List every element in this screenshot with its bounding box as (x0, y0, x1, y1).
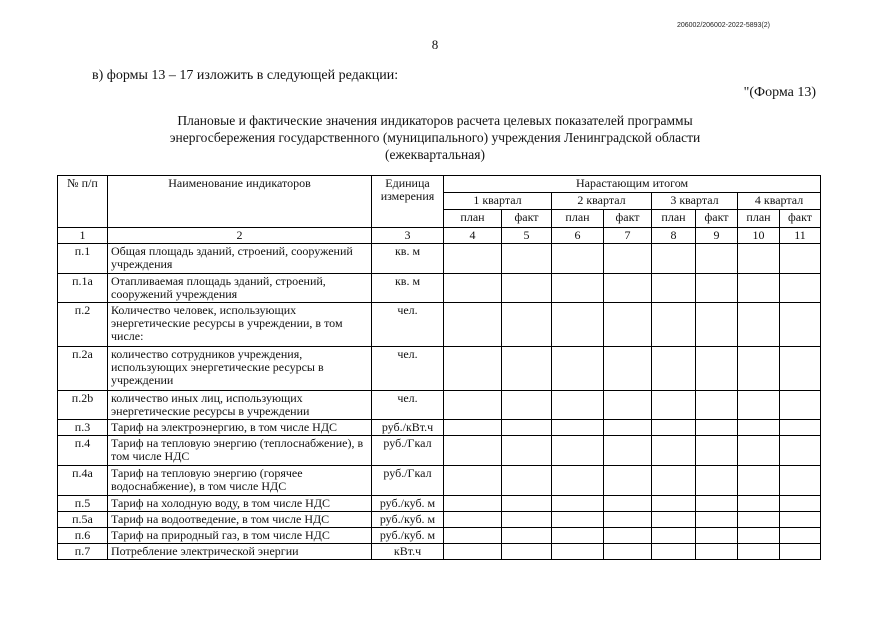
fact-cell (502, 347, 552, 391)
col-number: 5 (502, 228, 552, 244)
indicator-name: Тариф на тепловую энергию (горячее водоснабжение), в том числе НДС (108, 466, 372, 496)
plan-cell (738, 303, 780, 347)
unit-cell: чел. (372, 391, 444, 420)
col-number: 1 (58, 228, 108, 244)
header-quarter-3: 3 квартал (652, 193, 738, 210)
intro-text: в) формы 13 – 17 изложить в следующей редакции: (92, 68, 399, 83)
fact-cell (696, 496, 738, 512)
document-title (0, 112, 870, 163)
row-number: п.5 (58, 496, 108, 512)
unit-cell: кВт.ч (372, 544, 444, 560)
fact-cell (604, 436, 652, 466)
fact-cell (780, 244, 821, 274)
row-number: п.2 (58, 303, 108, 347)
header-quarter-2: 2 квартал (552, 193, 652, 210)
table-row (58, 303, 821, 347)
row-number: п.1 (58, 244, 108, 274)
fact-cell (604, 274, 652, 303)
fact-cell (780, 303, 821, 347)
header-plan: план (652, 210, 696, 228)
plan-cell (444, 466, 502, 496)
plan-cell (652, 544, 696, 560)
title-line: энергосбережения государственного (муниципального) учреждения Ленинградской области (169, 130, 701, 145)
fact-cell (502, 436, 552, 466)
fact-cell (696, 244, 738, 274)
fact-cell (780, 436, 821, 466)
fact-cell (604, 391, 652, 420)
header-fact: факт (780, 210, 821, 228)
row-number: п.3 (58, 420, 108, 436)
plan-cell (738, 274, 780, 303)
col-number: 9 (696, 228, 738, 244)
table-row (58, 466, 821, 496)
plan-cell (652, 512, 696, 528)
indicator-name: количество иных лиц, использующих энергетические ресурсы в учреждении (108, 391, 372, 420)
col-number: 8 (652, 228, 696, 244)
plan-cell (652, 347, 696, 391)
table-row (58, 347, 821, 391)
fact-cell (780, 512, 821, 528)
fact-cell (502, 544, 552, 560)
fact-cell (604, 544, 652, 560)
fact-cell (502, 528, 552, 544)
row-number: п.4 (58, 436, 108, 466)
document-number: 206002/206002-2022-5893(2) (676, 22, 770, 29)
fact-cell (696, 274, 738, 303)
fact-cell (780, 528, 821, 544)
plan-cell (652, 528, 696, 544)
plan-cell (552, 544, 604, 560)
fact-cell (696, 528, 738, 544)
plan-cell (444, 274, 502, 303)
header-name: Наименование индикаторов (108, 176, 372, 228)
plan-cell (652, 436, 696, 466)
page-number: 8 (431, 37, 439, 52)
fact-cell (780, 347, 821, 391)
plan-cell (738, 512, 780, 528)
indicator-name: Тариф на природный газ, в том числе НДС (108, 528, 372, 544)
row-number: п.2а (58, 347, 108, 391)
unit-cell: кв. м (372, 244, 444, 274)
unit-cell: чел. (372, 347, 444, 391)
plan-cell (552, 303, 604, 347)
table-row (58, 420, 821, 436)
indicator-name: Количество человек, использующих энергетические ресурсы в учреждении, в том числе: (108, 303, 372, 347)
plan-cell (738, 420, 780, 436)
indicators-table (57, 175, 821, 560)
table-row (58, 274, 821, 303)
header-unit: Единица измерения (372, 176, 444, 228)
header-plan: план (552, 210, 604, 228)
col-number: 7 (604, 228, 652, 244)
header-num: № п/п (58, 176, 108, 228)
row-number: п.2b (58, 391, 108, 420)
plan-cell (444, 436, 502, 466)
indicator-name: Тариф на электроэнергию, в том числе НДС (108, 420, 372, 436)
table-row (58, 244, 821, 274)
plan-cell (444, 420, 502, 436)
col-number: 3 (372, 228, 444, 244)
plan-cell (444, 244, 502, 274)
plan-cell (444, 347, 502, 391)
table-row (58, 528, 821, 544)
fact-cell (696, 347, 738, 391)
header-fact: факт (502, 210, 552, 228)
table-row (58, 544, 821, 560)
header-plan: план (444, 210, 502, 228)
fact-cell (696, 544, 738, 560)
plan-cell (552, 436, 604, 466)
plan-cell (552, 466, 604, 496)
plan-cell (652, 274, 696, 303)
fact-cell (780, 544, 821, 560)
col-number: 11 (780, 228, 821, 244)
header-plan: план (738, 210, 780, 228)
unit-cell: чел. (372, 303, 444, 347)
header-fact: факт (696, 210, 738, 228)
row-number: п.5а (58, 512, 108, 528)
unit-cell: руб./куб. м (372, 528, 444, 544)
fact-cell (604, 347, 652, 391)
title-line: (ежеквартальная) (385, 147, 485, 162)
plan-cell (444, 512, 502, 528)
plan-cell (738, 347, 780, 391)
plan-cell (652, 244, 696, 274)
plan-cell (652, 420, 696, 436)
fact-cell (502, 512, 552, 528)
plan-cell (552, 244, 604, 274)
unit-cell: руб./Гкал (372, 436, 444, 466)
indicator-name: Тариф на тепловую энергию (теплоснабжение), в том числе НДС (108, 436, 372, 466)
fact-cell (604, 303, 652, 347)
fact-cell (696, 303, 738, 347)
plan-cell (738, 466, 780, 496)
fact-cell (780, 496, 821, 512)
fact-cell (780, 420, 821, 436)
plan-cell (652, 466, 696, 496)
plan-cell (652, 391, 696, 420)
row-number: п.4а (58, 466, 108, 496)
header-fact: факт (604, 210, 652, 228)
indicator-name: Отапливаемая площадь зданий, строений, сооружений учреждения (108, 274, 372, 303)
unit-cell: кв. м (372, 274, 444, 303)
header-quarter-1: 1 квартал (444, 193, 552, 210)
table-row (58, 436, 821, 466)
indicator-name: количество сотрудников учреждения, использующих энергетические ресурсы в учреждении (108, 347, 372, 391)
plan-cell (444, 391, 502, 420)
indicator-name: Тариф на водоотведение, в том числе НДС (108, 512, 372, 528)
plan-cell (552, 391, 604, 420)
row-number: п.6 (58, 528, 108, 544)
plan-cell (738, 544, 780, 560)
fact-cell (696, 420, 738, 436)
plan-cell (444, 496, 502, 512)
col-number: 4 (444, 228, 502, 244)
plan-cell (444, 544, 502, 560)
fact-cell (696, 391, 738, 420)
row-number: п.1а (58, 274, 108, 303)
fact-cell (502, 303, 552, 347)
plan-cell (738, 391, 780, 420)
title-line: Плановые и фактические значения индикаторов расчета целевых показателей программы (177, 113, 693, 128)
plan-cell (738, 244, 780, 274)
unit-cell: руб./куб. м (372, 512, 444, 528)
fact-cell (604, 466, 652, 496)
fact-cell (604, 496, 652, 512)
indicator-name: Общая площадь зданий, строений, сооружений учреждения (108, 244, 372, 274)
plan-cell (552, 420, 604, 436)
plan-cell (444, 528, 502, 544)
fact-cell (502, 244, 552, 274)
plan-cell (552, 528, 604, 544)
fact-cell (502, 391, 552, 420)
plan-cell (738, 436, 780, 466)
col-number: 10 (738, 228, 780, 244)
table-row (58, 391, 821, 420)
col-number: 2 (108, 228, 372, 244)
indicator-name: Тариф на холодную воду, в том числе НДС (108, 496, 372, 512)
plan-cell (738, 496, 780, 512)
indicator-name: Потребление электрической энергии (108, 544, 372, 560)
table-row (58, 496, 821, 512)
fact-cell (696, 436, 738, 466)
plan-cell (552, 512, 604, 528)
fact-cell (604, 420, 652, 436)
plan-cell (552, 496, 604, 512)
header-quarter-4: 4 квартал (738, 193, 821, 210)
fact-cell (696, 466, 738, 496)
header-cumulative: Нарастающим итогом (444, 176, 821, 193)
fact-cell (502, 420, 552, 436)
table-row (58, 512, 821, 528)
fact-cell (502, 466, 552, 496)
plan-cell (552, 347, 604, 391)
fact-cell (780, 274, 821, 303)
fact-cell (604, 244, 652, 274)
plan-cell (738, 528, 780, 544)
form-label: "(Форма 13) (743, 85, 816, 100)
fact-cell (696, 512, 738, 528)
fact-cell (604, 512, 652, 528)
plan-cell (444, 303, 502, 347)
fact-cell (502, 496, 552, 512)
row-number: п.7 (58, 544, 108, 560)
fact-cell (780, 391, 821, 420)
fact-cell (502, 274, 552, 303)
unit-cell: руб./кВт.ч (372, 420, 444, 436)
plan-cell (652, 496, 696, 512)
unit-cell: руб./Гкал (372, 466, 444, 496)
unit-cell: руб./куб. м (372, 496, 444, 512)
plan-cell (652, 303, 696, 347)
plan-cell (552, 274, 604, 303)
col-number: 6 (552, 228, 604, 244)
fact-cell (780, 466, 821, 496)
fact-cell (604, 528, 652, 544)
